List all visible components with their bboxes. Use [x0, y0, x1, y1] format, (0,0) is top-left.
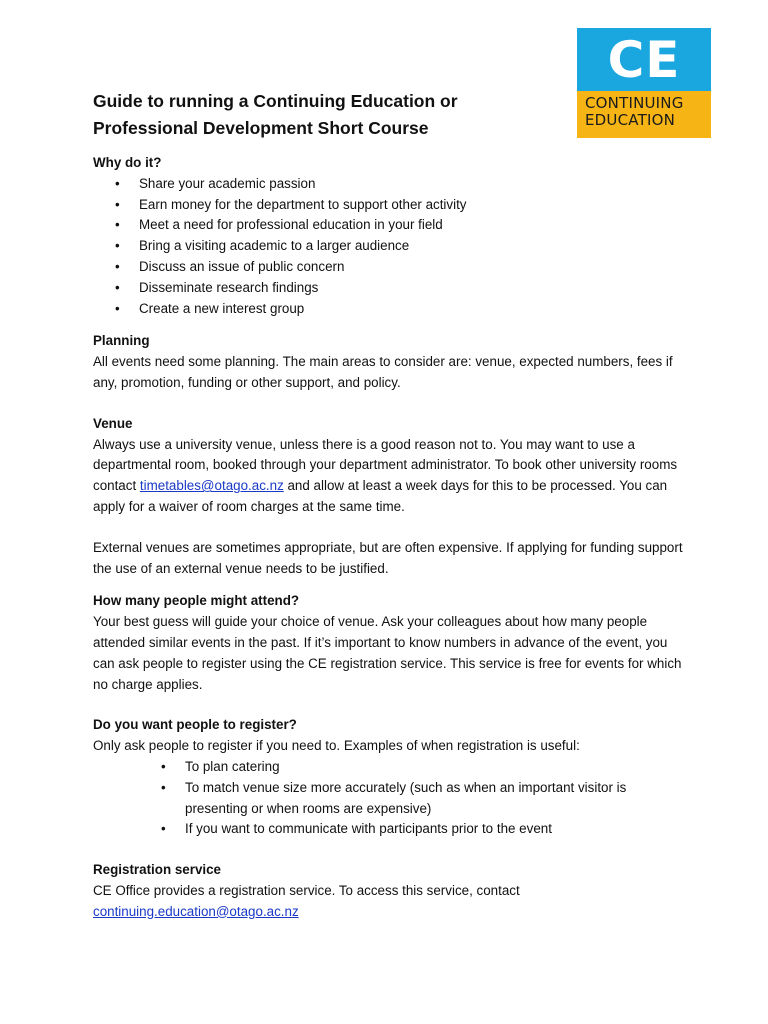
title-line-2: Professional Development Short Course [93, 118, 429, 138]
logo-line-1: CONTINUING [585, 94, 684, 112]
list-item: • Create a new interest group [93, 299, 683, 320]
title-line-1: Guide to running a Continuing Education or [93, 91, 458, 111]
attend-text: Your best guess will guide your choice of venue. Ask your colleagues about how many people attended similar events in the past. If it’s important to know numbers in advance of the event, you can ask people to register using the CE registration service. This service is free for events for which no charge applies. [93, 614, 682, 692]
list-item: • Discuss an issue of public concern [93, 257, 683, 278]
venue-heading: Venue [93, 415, 133, 431]
logo-line-2: EDUCATION [585, 111, 675, 129]
page-title [93, 88, 563, 142]
register-list [93, 757, 683, 840]
list-item: • Share your academic passion [93, 174, 683, 195]
register-heading: Do you want people to register? [93, 717, 297, 733]
service-heading: Registration service [93, 862, 222, 878]
list-item: • Bring a visiting academic to a larger audience [93, 236, 683, 257]
why-heading: Why do it? [93, 155, 162, 170]
why-list [93, 174, 683, 320]
logo-blue-panel [577, 28, 711, 91]
service-link-line [93, 902, 683, 923]
venue-text-before-link: Always use a university venue, unless there is a good reason not to. You may want to use a departmental room, booked through your department administrator. To book other university rooms contact [93, 436, 678, 494]
planning-heading: Planning [93, 333, 150, 349]
venue-text-after-link: and allow at least a week days for this to be processed. You can apply for a waiver of room charges at the same time. [93, 478, 668, 514]
logo-mark: CE [607, 31, 681, 89]
register-intro: Only ask people to register if you need to. Examples of when registration is useful: [93, 738, 580, 754]
attend-heading: How many people might attend? [93, 593, 300, 609]
continuing-education-logo [577, 28, 711, 138]
document-body [93, 153, 683, 923]
continuing-education-email-link[interactable]: continuing.education@otago.ac.nz [93, 903, 299, 919]
list-item: • Earn money for the department to support other activity [93, 195, 683, 216]
venue-paragraph-2: External venues are sometimes appropriate, but are often expensive. If applying for funding support the use of an external venue needs to be justified. [93, 539, 683, 576]
logo-yellow-panel [577, 91, 711, 138]
list-item: • To plan catering [93, 757, 683, 778]
list-item: • To match venue size more accurately (such as when an important visitor is presenting or when rooms are expensive) [93, 778, 683, 820]
venue-paragraph-1 [93, 435, 683, 518]
planning-text: All events need some planning. The main areas to consider are: venue, expected numbers, fees if any, promotion, funding or other support, and policy. [93, 354, 673, 390]
list-item: • Disseminate research findings [93, 278, 683, 299]
service-text: CE Office provides a registration service. To access this service, contact [93, 882, 520, 898]
list-item: • Meet a need for professional education in your field [93, 215, 683, 236]
list-item: • If you want to communicate with participants prior to the event [93, 819, 683, 840]
timetables-email-link[interactable]: timetables@otago.ac.nz [139, 478, 284, 494]
